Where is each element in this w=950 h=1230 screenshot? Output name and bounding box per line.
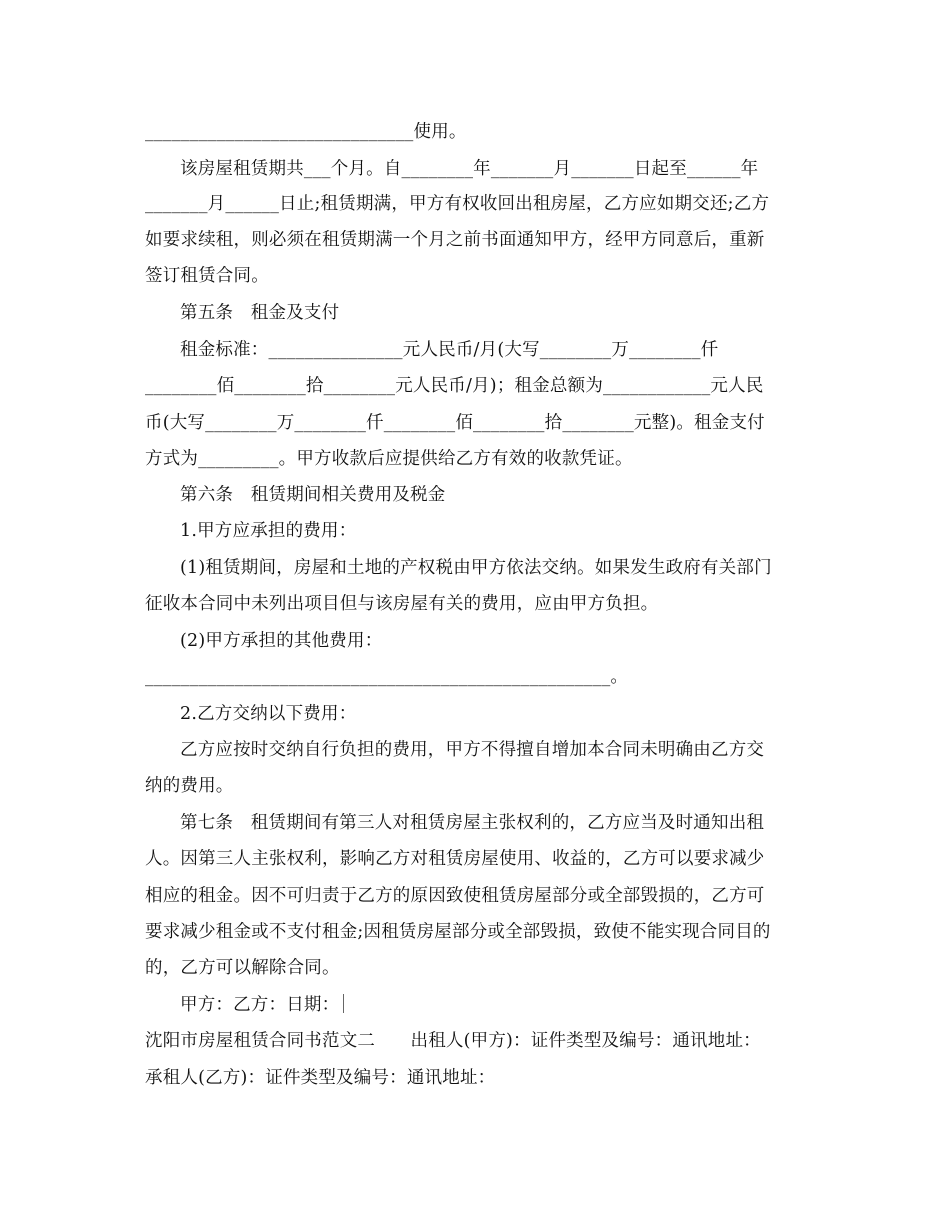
- text-line: ______________________________使用。: [145, 122, 467, 142]
- text-line: 该房屋租赁期共___个月。自________年_______月_______日起至______年: [180, 159, 759, 179]
- text-line: (1)租赁期间，房屋和土地的产权税由甲方依法交纳。如果发生政府有关部门: [180, 558, 772, 578]
- text-line: 如要求续租，则必须在租赁期满一个月之前书面通知甲方，经甲方同意后，重新: [145, 230, 765, 250]
- text-line: 相应的租金。因不可归责于乙方的原因致使租赁房屋部分或全部毁损的，乙方可: [145, 886, 765, 906]
- text-line: 币(大写________万________仟________佰________拾________元整)。租金支付: [145, 413, 765, 433]
- text-line: 方式为_________。甲方收款后应提供给乙方有效的收款凭证。: [145, 449, 633, 469]
- text-line: 签订租赁合同。: [145, 266, 269, 286]
- section-heading: 第五条 租金及支付: [180, 303, 340, 323]
- section-heading: 第六条 租赁期间相关费用及税金: [180, 485, 446, 505]
- text-line: 沈阳市房屋租赁合同书范文二 出租人(甲方)：证件类型及编号：通讯地址：: [145, 1031, 761, 1051]
- text-line: 征收本合同中未列出项目但与该房屋有关的费用，应由甲方负担。: [145, 594, 659, 614]
- text-line: 承租人(乙方)：证件类型及编号：通讯地址：: [145, 1068, 496, 1088]
- signature-text: 甲方：乙方：日期：: [180, 995, 340, 1015]
- text-line: 租金标准：_______________元人民币/月(大写________万________仟: [180, 340, 719, 360]
- text-line: ________佰________拾________元人民币/月)；租金总额为____________元人民: [145, 376, 764, 396]
- text-line: 2.乙方交纳以下费用：: [180, 704, 357, 724]
- text-line: 要求减少租金或不支付租金;因租赁房屋部分或全部毁损，致使不能实现合同目的: [145, 922, 771, 942]
- text-line: (2)甲方承担的其他费用：: [180, 631, 383, 651]
- section-heading: 第七条 租赁期间有第三人对租赁房屋主张权利的，乙方应当及时通知出租: [180, 813, 765, 833]
- text-line: 的，乙方可以解除合同。: [145, 958, 340, 978]
- text-line: _______月______日止;租赁期满，甲方有权收回出租房屋，乙方应如期交还;乙方: [145, 194, 770, 214]
- text-line: 纳的费用。: [145, 776, 234, 796]
- text-line: 乙方应按时交纳自行负担的费用，甲方不得擅自增加本合同未明确由乙方交: [180, 740, 765, 760]
- text-line: 1.甲方应承担的费用：: [180, 521, 357, 541]
- text-line: ____________________________________________________。: [145, 667, 629, 687]
- signature-line: [180, 994, 805, 1016]
- text-line: 人。因第三人主张权利，影响乙方对租赁房屋使用、收益的，乙方可以要求减少: [145, 849, 765, 869]
- text-cursor: [343, 994, 344, 1013]
